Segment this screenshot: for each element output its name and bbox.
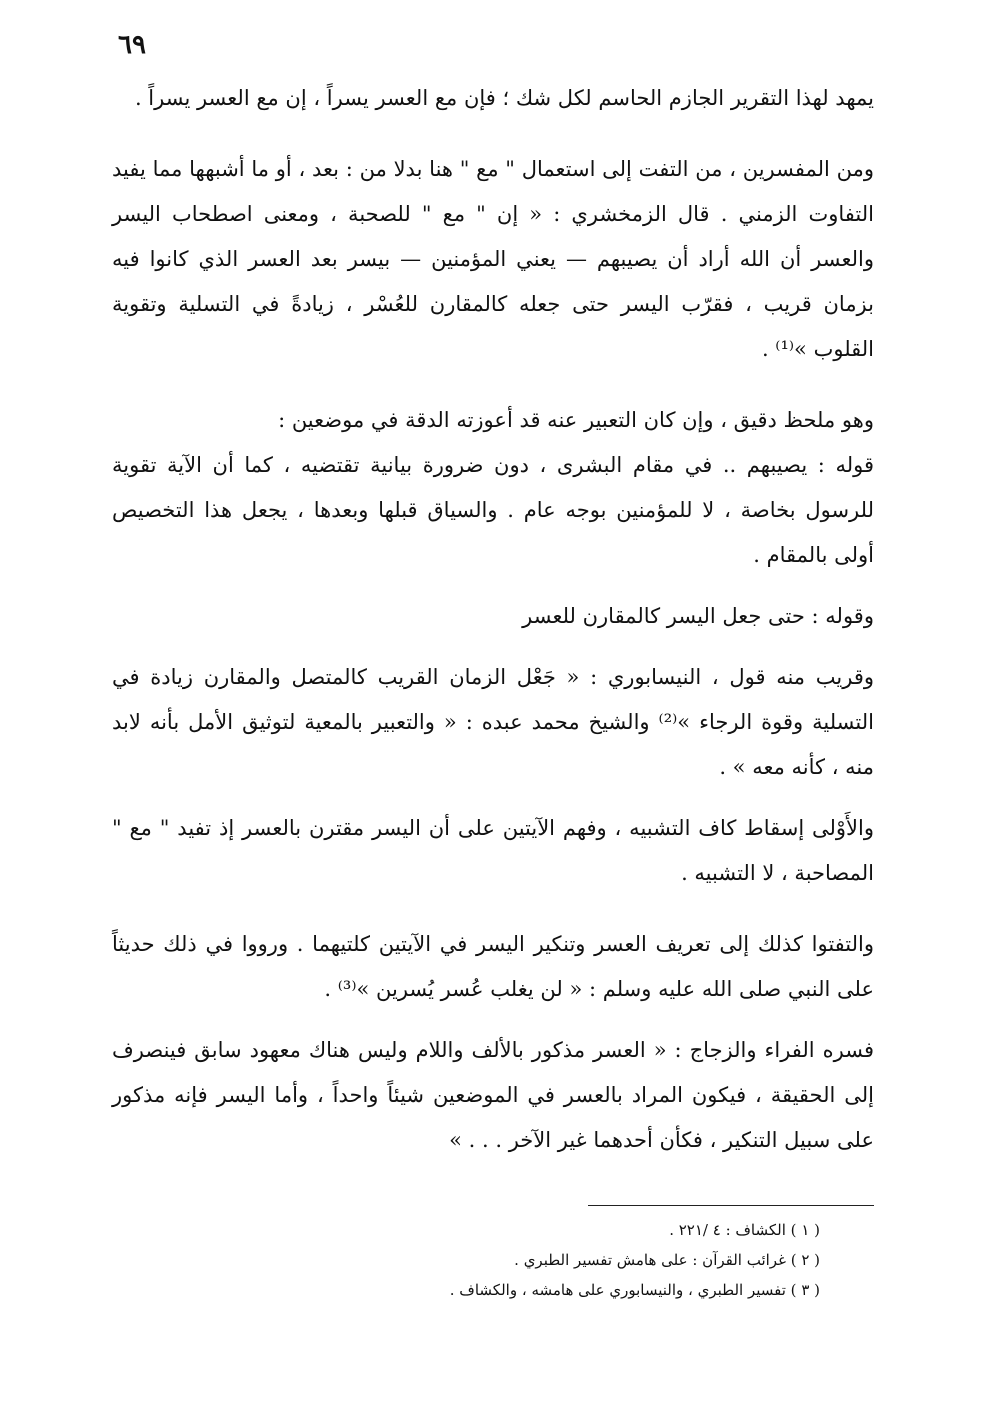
paragraph-6: وقريب منه قول ، النيسابوري : « جَعْل الزمان القريب كالمتصل والمقارن زيادة في التسلية وقوة الرجاء »⁽²⁾ والشيخ محمد عبده : « والتعبير بالمعية لتوثيق الأمل بأنه لابد منه ، كأنه معه » . (112, 665, 874, 779)
paragraph-4: قوله : يصيبهم .. في مقام البشرى ، دون ضرورة بيانية تقتضيه ، كما أن الآية تقوية للرسول بخاصة ، لا للمؤمنين بوجه عام . والسياق قبلها وبعدها ، يجعل هذا التخصيص أولى بالمقام . (112, 453, 874, 567)
paragraph-2: ومن المفسرين ، من التفت إلى استعمال " مع " هنا بدلا من : بعد ، أو ما أشبهها مما يفيد التفاوت الزمني . قال الزمخشري : « إن " مع " للصحبة ، ومعنى اصطحاب اليسر والعسر أن الله أراد أن يصيبهم — يعني المؤمنين — بيسر بعد العسر الذي كانوا فيه بزمان قريب ، فقرّب اليسر حتى جعله كالمقارن للعُسْر ، زيادةً في التسلية وتقوية القلوب »⁽¹⁾ . (112, 157, 874, 361)
paragraph-3: وهو ملحظ دقيق ، وإن كان التعبير عنه قد أعوزته الدقة في موضعين : (278, 408, 874, 432)
paragraph-spacer (112, 121, 874, 147)
paragraph-9: فسره الفراء والزجاج : « العسر مذكور بالألف واللام وليس هناك معهود سابق فينصرف إلى الحقيقة ، فيكون المراد بالعسر في الموضعين شيئاً واحداً ، وأما اليسر فإنه مذكور على سبيل التنكير ، فكأن أحدهما غير الآخر . . . » (112, 1038, 874, 1152)
paragraph-spacer (112, 1012, 874, 1028)
paragraph-1: يمهد لهذا التقرير الجازم الحاسم لكل شك ؛ فإن مع العسر يسراً ، إن مع العسر يسراً . (134, 86, 874, 110)
paragraph-spacer (112, 578, 874, 594)
paragraph-spacer (112, 639, 874, 655)
footnote-divider (588, 1205, 874, 1206)
page-number: ٦٩ (118, 30, 146, 60)
paragraph-spacer (112, 896, 874, 922)
paragraph-spacer (112, 372, 874, 398)
paragraph-5: وقوله : حتى جعل اليسر كالمقارن للعسر (522, 604, 874, 628)
page-body (112, 76, 874, 1163)
paragraph-spacer (112, 790, 874, 806)
footnotes-list (330, 1215, 820, 1305)
paragraph-7: والأَوْلى إسقاط كاف التشبيه ، وفهم الآيتين على أن اليسر مقترن بالعسر إذ تفيد " مع " المصاحبة ، لا التشبيه . (112, 816, 874, 885)
paragraph-8: والتفتوا كذلك إلى تعريف العسر وتنكير اليسر في الآيتين كلتيهما . ورووا في ذلك حديثاً على النبي صلى الله عليه وسلم : « لن يغلب عُسر يُسرين »⁽³⁾ . (112, 932, 874, 1001)
footnote-3: ( ٣ ) تفسير الطبري ، والنيسابوري على هامشه ، والكشاف . (449, 1281, 820, 1299)
footnote-2: ( ٢ ) غرائب القرآن : على هامش تفسير الطبري . (514, 1251, 820, 1269)
footnote-1: ( ١ ) الكشاف : ٤ /٢٢١ . (669, 1221, 820, 1239)
